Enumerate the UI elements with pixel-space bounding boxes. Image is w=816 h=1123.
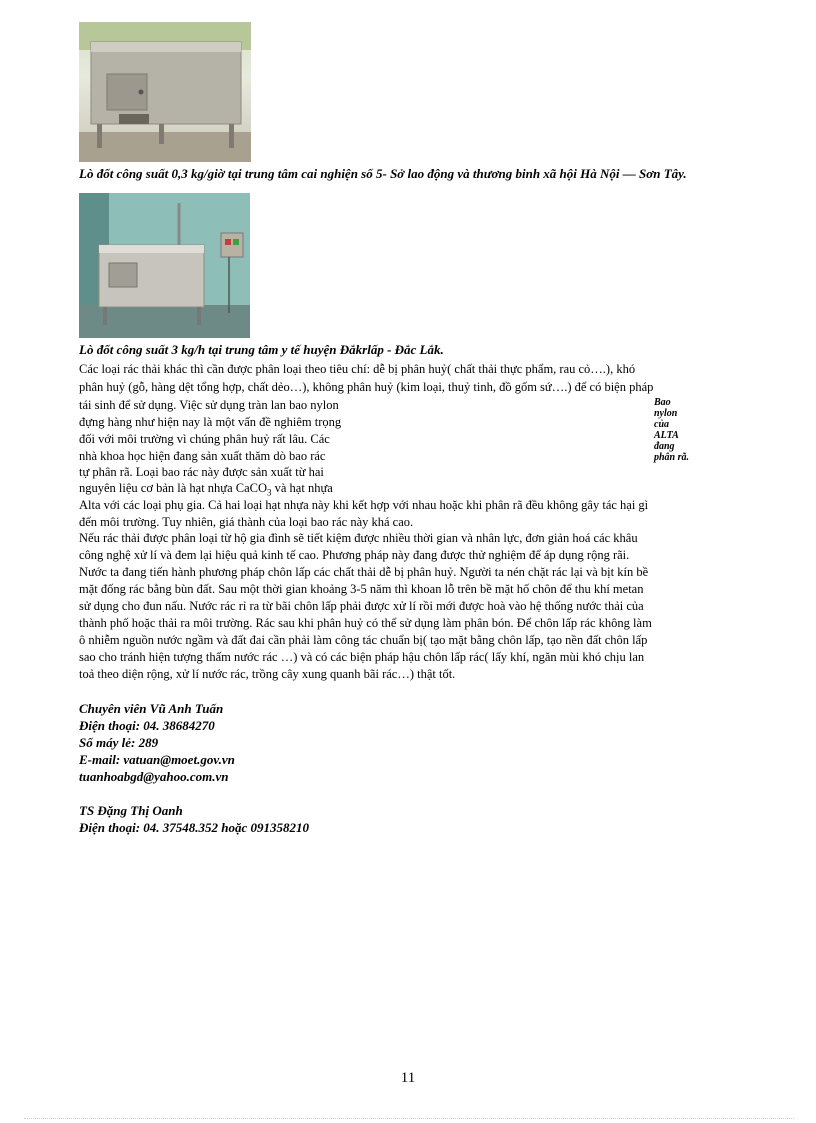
text-line: tái sinh để sử dụng. Việc sử dụng tràn lan bao nylon: [79, 398, 339, 412]
page-number: 11: [400, 1070, 416, 1086]
text-line: đối với môi trường vì chúng phân huỷ rất lâu. Các: [79, 432, 330, 446]
text-segment: nguyên liệu cơ bản là hạt nhựa CaCO: [79, 481, 267, 495]
text-line: tự phân rã. Loại bao rác này được sản xuất từ hai: [79, 465, 324, 479]
text-line: công nghệ xử lí và đem lại hiệu quả kinh tế cao. Phương pháp này đang được thử nghiệm để áp dụng rộng rãi.: [79, 548, 630, 562]
text-line: Các loại rác thải khác thì cần được phân loại theo tiêu chí: dễ bị phân huỷ( chất thải thực phẩm, rau cỏ….), khó: [79, 362, 636, 376]
incinerator-photo-1: [79, 22, 251, 162]
subscript: 3: [267, 487, 272, 498]
text-line: sử dụng cho đun nấu. Nước rác rỉ ra từ bãi chôn lấp phải được xử lí rồi mới được hoà vào hệ thống nước thải của: [79, 599, 644, 613]
text-line: Nước ta đang tiến hành phương pháp chôn lấp các chất thải dễ bị phân huỷ. Người ta nén chặt rác lại và bịt kín bề: [79, 565, 649, 579]
text-line: đựng hàng như hiện nay là một vấn đề nghiêm trọng: [79, 415, 342, 429]
text-line: đến môi trường. Tuy nhiên, giá thành của loại bao rác này khá cao.: [79, 515, 414, 529]
contact-email: E-mail: vatuan@moet.gov.vn: [79, 752, 235, 767]
contact-block-2: [79, 802, 309, 836]
text-line: thành phố hoặc thải ra môi trường. Rác sau khi phân huỷ có thể sử dụng làm phân bón. Để chôn lấp rác không làm: [79, 616, 652, 630]
contact-extension: Số máy lẻ: 289: [79, 735, 159, 750]
contact-name: Chuyên viên Vũ Anh Tuấn: [79, 701, 224, 716]
text-line: Alta với các loại phụ gia. Cả hai loại hạt nhựa này khi kết hợp với nhau hoặc khi phân rã đều không gây tác hại gì: [79, 498, 649, 512]
contact-email-secondary: tuanhoabgd@yahoo.com.vn: [79, 769, 229, 784]
text-line: sao cho tránh hiện tượng thấm nước rác …) và có các biện pháp hậu chôn lấp rác( lấy khí, ngăn mùi khó chịu lan: [79, 650, 645, 664]
incinerator-photo-2: [79, 193, 250, 338]
contact-phone: Điện thoại: 04. 38684270: [79, 718, 215, 733]
text-line: mặt đống rác bằng bùn đất. Sau một thời gian khoảng 3-5 năm thì khoan lỗ trên bề mặt hố chôn để thu khí metan: [79, 582, 644, 596]
text-segment: và hạt nhựa: [271, 481, 333, 495]
contact-block-1: [79, 700, 235, 785]
text-line: Nếu rác thải được phân loại từ hộ gia đình sẽ tiết kiệm được nhiều thời gian và nhân lực, đơn giản hoá các khâu: [79, 531, 638, 545]
figure-caption-3: Bao nylon của ALTA đang phân rã.: [654, 397, 690, 463]
text-line: nhà khoa học hiện đang sản xuất thăm dò bao rác: [79, 449, 326, 463]
text-line: toả theo diện rộng, xử lí nước rác, trồng cây xung quanh bãi rác…) thật tốt.: [79, 667, 456, 681]
nylon-bag-photo: [496, 394, 633, 540]
text-line: ô nhiễm nguồn nước ngầm và đất đai cần phải làm công tác chuẩn bị( tạo mặt bằng chôn lấp, tạo nền đất chôn lấp: [79, 633, 648, 647]
footer-divider: [24, 1118, 794, 1119]
figure-caption-2: Lò đốt công suất 3 kg/h tại trung tâm y tế huyện Đắkrlấp - Đắc Lắk.: [79, 342, 444, 357]
contact-name: TS Đặng Thị Oanh: [79, 803, 183, 818]
text-line: phân huỷ (gỗ, hàng dệt tổng hợp, chất dẻo…), không phân huỷ (kim loại, thuỷ tinh, đồ gốm sứ….) để có biện pháp: [79, 380, 654, 394]
figure-caption-1: Lò đốt công suất 0,3 kg/giờ tại trung tâm cai nghiện số 5- Sở lao động và thương binh xã hội Hà Nội — Sơn Tây.: [79, 166, 687, 181]
contact-phone: Điện thoại: 04. 37548.352 hoặc 091358210: [79, 820, 310, 835]
